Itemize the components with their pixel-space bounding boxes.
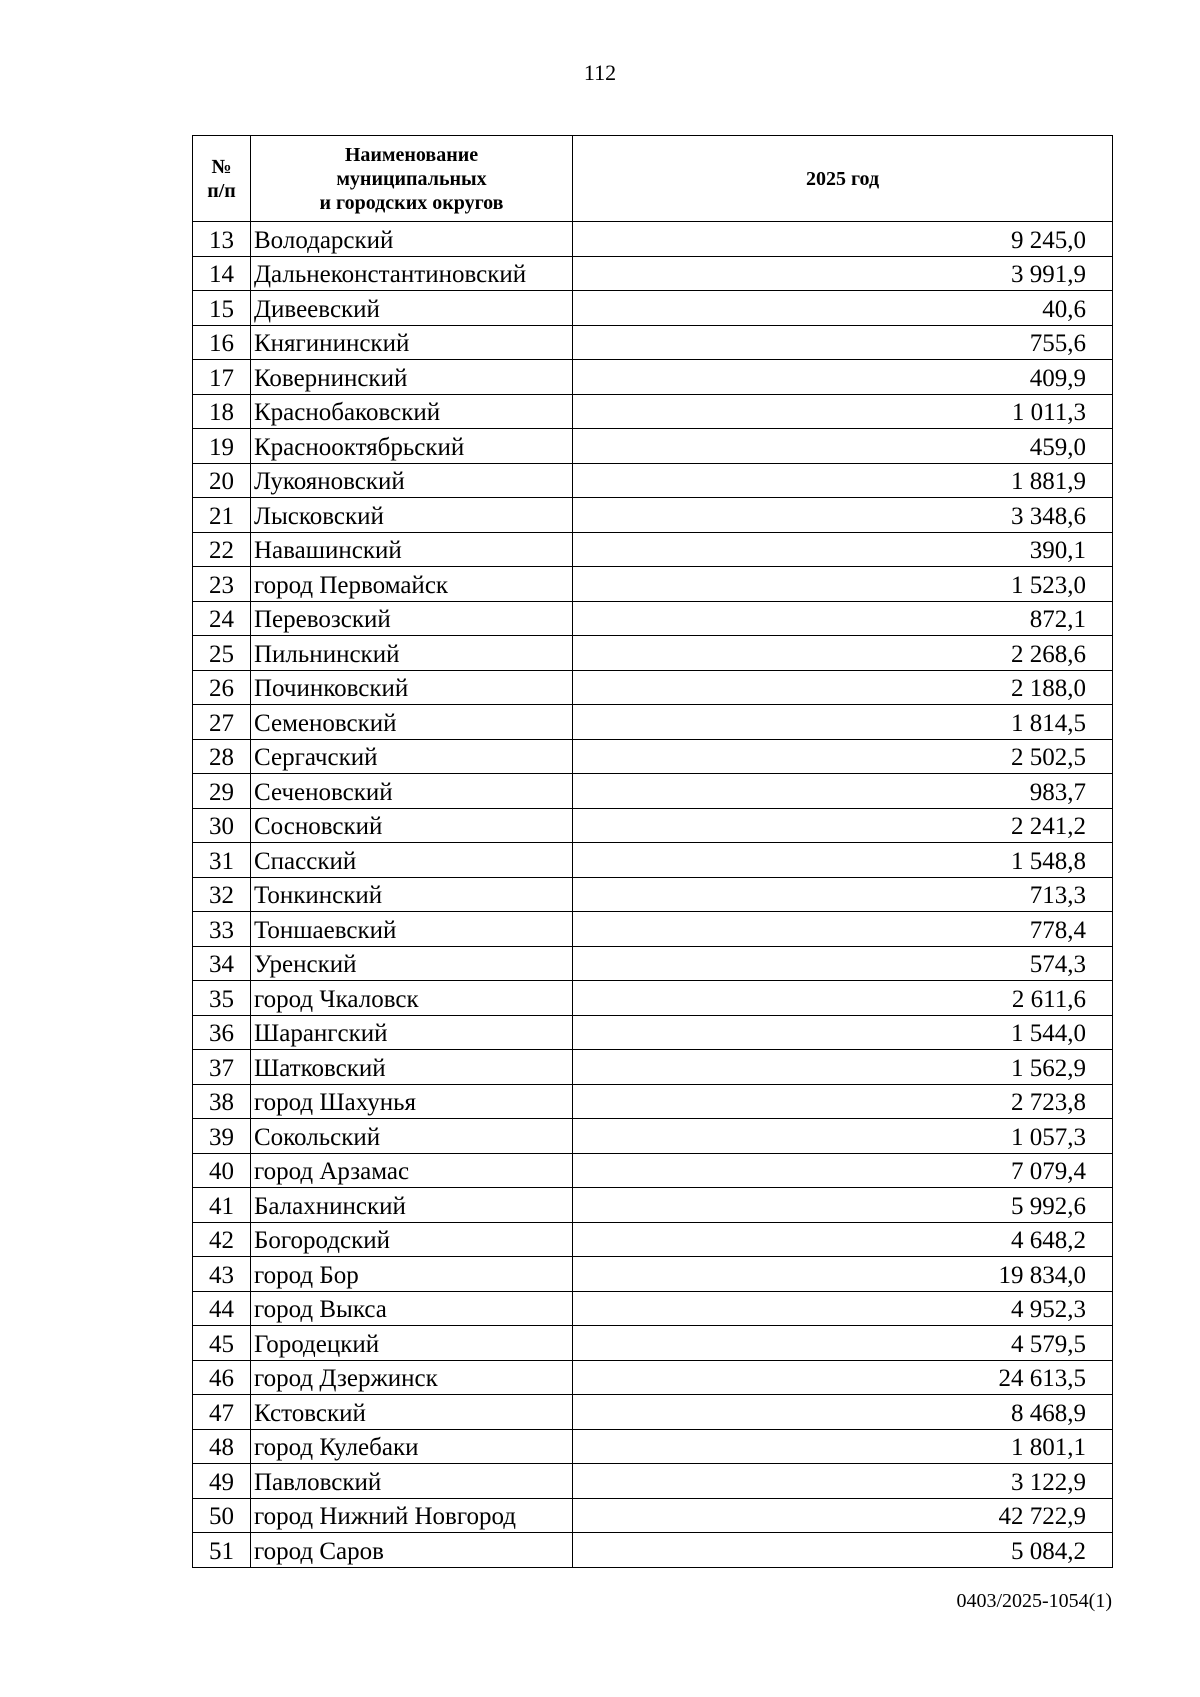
row-number: 51: [193, 1533, 251, 1568]
table-row: [193, 1464, 1113, 1499]
table-row: [193, 498, 1113, 533]
amount-2025: 4 952,3: [573, 1291, 1113, 1326]
row-number: 42: [193, 1222, 251, 1257]
amount-2025: 713,3: [573, 877, 1113, 912]
amount-2025: 872,1: [573, 601, 1113, 636]
municipality-name: Дальнеконстантиновский: [251, 256, 573, 291]
municipality-name: город Бор: [251, 1257, 573, 1292]
row-number: 47: [193, 1395, 251, 1430]
amount-2025: 1 562,9: [573, 1050, 1113, 1085]
row-number: 29: [193, 774, 251, 809]
municipality-name: Лукояновский: [251, 463, 573, 498]
row-number: 18: [193, 394, 251, 429]
municipality-name: Краснобаковский: [251, 394, 573, 429]
amount-2025: 1 548,8: [573, 843, 1113, 878]
municipality-name: Шатковский: [251, 1050, 573, 1085]
municipality-name: город Шахунья: [251, 1084, 573, 1119]
row-number: 49: [193, 1464, 251, 1499]
municipality-name: Краснооктябрьский: [251, 429, 573, 464]
table-row: [193, 429, 1113, 464]
table-row: [193, 256, 1113, 291]
row-number: 30: [193, 808, 251, 843]
municipality-name: Уренский: [251, 946, 573, 981]
row-number: 38: [193, 1084, 251, 1119]
amount-2025: 3 348,6: [573, 498, 1113, 533]
amount-2025: 2 611,6: [573, 981, 1113, 1016]
amount-2025: 2 188,0: [573, 670, 1113, 705]
amount-2025: 4 648,2: [573, 1222, 1113, 1257]
row-number: 36: [193, 1015, 251, 1050]
row-number: 20: [193, 463, 251, 498]
municipality-name: Перевозский: [251, 601, 573, 636]
table-row: [193, 394, 1113, 429]
row-number: 50: [193, 1498, 251, 1533]
municipality-name: город Чкаловск: [251, 981, 573, 1016]
row-number: 21: [193, 498, 251, 533]
amount-2025: 2 723,8: [573, 1084, 1113, 1119]
row-number: 44: [193, 1291, 251, 1326]
table-row: [193, 1119, 1113, 1154]
table-row: [193, 1326, 1113, 1361]
amount-2025: 983,7: [573, 774, 1113, 809]
amount-2025: 4 579,5: [573, 1326, 1113, 1361]
amount-2025: 2 268,6: [573, 636, 1113, 671]
amount-2025: 459,0: [573, 429, 1113, 464]
row-number: 39: [193, 1119, 251, 1154]
row-number: 14: [193, 256, 251, 291]
row-number: 33: [193, 912, 251, 947]
table-row: [193, 739, 1113, 774]
table-row: [193, 1015, 1113, 1050]
page-number: 112: [583, 60, 617, 85]
row-number: 45: [193, 1326, 251, 1361]
amount-2025: 1 881,9: [573, 463, 1113, 498]
municipality-name: Городецкий: [251, 1326, 573, 1361]
amount-2025: 1 011,3: [573, 394, 1113, 429]
municipality-name: Балахнинский: [251, 1188, 573, 1223]
municipality-name: Княгининский: [251, 325, 573, 360]
amount-2025: 8 468,9: [573, 1395, 1113, 1430]
amount-2025: 7 079,4: [573, 1153, 1113, 1188]
row-number: 32: [193, 877, 251, 912]
table-row: [193, 981, 1113, 1016]
municipality-name: город Кулебаки: [251, 1429, 573, 1464]
row-number: 24: [193, 601, 251, 636]
amount-2025: 3 991,9: [573, 256, 1113, 291]
table-row: [193, 1533, 1113, 1568]
municipality-name: Лысковский: [251, 498, 573, 533]
municipality-name: Ковернинский: [251, 360, 573, 395]
amount-2025: 2 502,5: [573, 739, 1113, 774]
table-row: [193, 567, 1113, 602]
table-row: [193, 1498, 1113, 1533]
municipality-name: город Выкса: [251, 1291, 573, 1326]
amount-2025: 2 241,2: [573, 808, 1113, 843]
municipality-name: Пильнинский: [251, 636, 573, 671]
amount-2025: 1 523,0: [573, 567, 1113, 602]
municipality-name: Починковский: [251, 670, 573, 705]
amount-2025: 1 057,3: [573, 1119, 1113, 1154]
table-row: [193, 1291, 1113, 1326]
municipality-name: Сеченовский: [251, 774, 573, 809]
row-number: 13: [193, 222, 251, 257]
row-number: 27: [193, 705, 251, 740]
table-row: [193, 601, 1113, 636]
municipality-name: Тоншаевский: [251, 912, 573, 947]
table-row: [193, 1257, 1113, 1292]
header-name: Наименование муниципальных и городских округов: [251, 136, 573, 222]
municipality-name: город Нижний Новгород: [251, 1498, 573, 1533]
table-row: [193, 670, 1113, 705]
row-number: 15: [193, 291, 251, 326]
table-header-row: [193, 136, 1113, 222]
municipality-name: город Первомайск: [251, 567, 573, 602]
amount-2025: 1 814,5: [573, 705, 1113, 740]
municipality-name: Семеновский: [251, 705, 573, 740]
table-row: [193, 774, 1113, 809]
row-number: 16: [193, 325, 251, 360]
table-row: [193, 463, 1113, 498]
municipality-name: Шарангский: [251, 1015, 573, 1050]
row-number: 26: [193, 670, 251, 705]
table-row: [193, 1222, 1113, 1257]
table-body: [193, 222, 1113, 1568]
amount-2025: 9 245,0: [573, 222, 1113, 257]
table-row: [193, 1050, 1113, 1085]
table-row: [193, 291, 1113, 326]
table-row: [193, 705, 1113, 740]
row-number: 25: [193, 636, 251, 671]
amount-2025: 390,1: [573, 532, 1113, 567]
table-row: [193, 360, 1113, 395]
table-row: [193, 222, 1113, 257]
municipality-name: Навашинский: [251, 532, 573, 567]
amount-2025: 574,3: [573, 946, 1113, 981]
document-code: 0403/2025-1054(1): [956, 1590, 1112, 1612]
municipality-name: Тонкинский: [251, 877, 573, 912]
table-row: [193, 946, 1113, 981]
table-row: [193, 1360, 1113, 1395]
header-value: 2025 год: [573, 136, 1113, 222]
table-row: [193, 843, 1113, 878]
municipality-name: Сосновский: [251, 808, 573, 843]
table-row: [193, 1153, 1113, 1188]
amount-2025: 5 992,6: [573, 1188, 1113, 1223]
municipality-name: Спасский: [251, 843, 573, 878]
row-number: 43: [193, 1257, 251, 1292]
amount-2025: 19 834,0: [573, 1257, 1113, 1292]
amount-2025: 1 544,0: [573, 1015, 1113, 1050]
table-row: [193, 1429, 1113, 1464]
municipality-name: Володарский: [251, 222, 573, 257]
row-number: 46: [193, 1360, 251, 1395]
row-number: 28: [193, 739, 251, 774]
municipality-name: Сергачский: [251, 739, 573, 774]
row-number: 17: [193, 360, 251, 395]
row-number: 40: [193, 1153, 251, 1188]
amount-2025: 3 122,9: [573, 1464, 1113, 1499]
municipality-name: Дивеевский: [251, 291, 573, 326]
amount-2025: 5 084,2: [573, 1533, 1113, 1568]
row-number: 41: [193, 1188, 251, 1223]
amount-2025: 24 613,5: [573, 1360, 1113, 1395]
header-number: № п/п: [193, 136, 251, 222]
table-row: [193, 325, 1113, 360]
row-number: 23: [193, 567, 251, 602]
row-number: 19: [193, 429, 251, 464]
table-row: [193, 636, 1113, 671]
amount-2025: 409,9: [573, 360, 1113, 395]
municipality-name: Богородский: [251, 1222, 573, 1257]
table-row: [193, 808, 1113, 843]
amount-2025: 778,4: [573, 912, 1113, 947]
row-number: 22: [193, 532, 251, 567]
amount-2025: 755,6: [573, 325, 1113, 360]
table-row: [193, 877, 1113, 912]
row-number: 48: [193, 1429, 251, 1464]
row-number: 34: [193, 946, 251, 981]
row-number: 35: [193, 981, 251, 1016]
municipality-name: город Саров: [251, 1533, 573, 1568]
table-row: [193, 1084, 1113, 1119]
municipality-name: Сокольский: [251, 1119, 573, 1154]
municipality-name: Кстовский: [251, 1395, 573, 1430]
row-number: 37: [193, 1050, 251, 1085]
amount-2025: 1 801,1: [573, 1429, 1113, 1464]
municipality-name: Павловский: [251, 1464, 573, 1499]
amount-2025: 40,6: [573, 291, 1113, 326]
allocation-table: [192, 135, 1113, 1568]
table-row: [193, 532, 1113, 567]
table-row: [193, 1188, 1113, 1223]
table-row: [193, 1395, 1113, 1430]
municipality-name: город Арзамас: [251, 1153, 573, 1188]
municipality-name: город Дзержинск: [251, 1360, 573, 1395]
table-row: [193, 912, 1113, 947]
amount-2025: 42 722,9: [573, 1498, 1113, 1533]
row-number: 31: [193, 843, 251, 878]
